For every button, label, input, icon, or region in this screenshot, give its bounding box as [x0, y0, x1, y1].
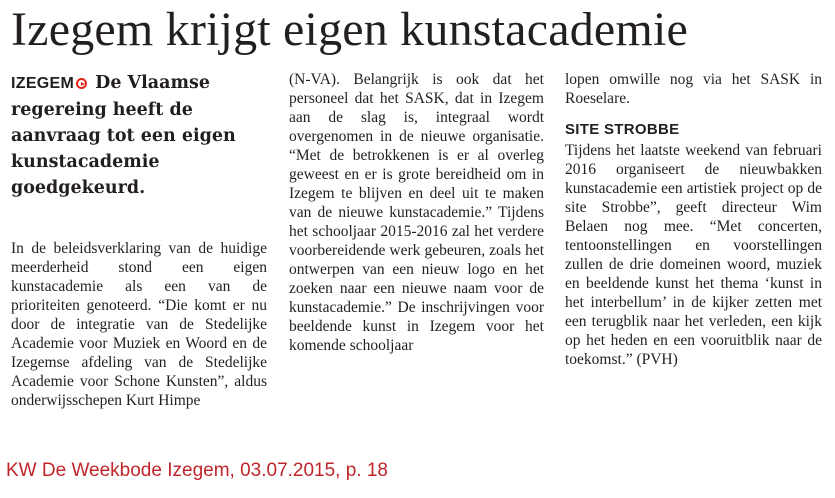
article-column-2 — [289, 70, 544, 355]
source-citation: KW De Weekbode Izegem, 03.07.2015, p. 18 — [6, 460, 388, 481]
article-column-3 — [565, 70, 822, 369]
dateline: IZEGEM — [11, 75, 75, 92]
article-body-col1: In de beleidsverklaring van de huidige meerderheid stond een eigen kunstacademie als een van de prioriteiten genoteerd. “Die komt er nu door de integratie van de Stedelijke Academie voor Muziek en Woord en de Izegemse afdeling van de Stedelijke Academie voor Schone Kunsten”, aldus onderwijsschepen Kurt Himpe — [11, 240, 267, 409]
article-body-col3: Tijdens het laatste weekend van februari 2016 organiseert de nieuwbakken kunstacademie een artistiek project op de site Strobbe”, geeft directeur Wim Belaen nog mee. “Met concerten, tentoonstellingen en voorstellingen zullen de drie domeinen woord, muziek en beeldende kunst het thema ‘kunst in het interbellum’ in de kijker zetten met een terugblik naar het verleden, een kijk op het heden en een vooruitblik naar de toekomst.” (PVH) — [565, 142, 822, 368]
article-body-col2: (N-VA). Belangrijk is ook dat het personeel dat het SASK, dat in Izegem aan de slag is, integraal wordt overgenomen in de nieuwe organisatie. “Met de betrokkenen is er al overleg geweest en er is grote bereidheid om in Izegem te blijven en deel uit te maken van de nieuwe kunstacademie.” Tijdens het schooljaar 2015-2016 zal het verdere voorbereidende werk gebeuren, zoals het ontwerpen van een nieuw logo en het zoeken naar een nieuwe naam voor de kunstacademie.” De inschrijvingen voor beeldende kunst in Izegem voor het komende schooljaar — [289, 71, 544, 354]
headline: Izegem krijgt eigen kunstacademie — [11, 3, 688, 56]
subheading: SITE STROBBE — [565, 121, 680, 138]
article-body-col3-top: lopen omwille nog via het SASK in Roeselare. — [565, 71, 822, 107]
article-lead — [11, 70, 267, 201]
article-column-1 — [11, 70, 267, 410]
arrow-circle-icon — [76, 78, 87, 89]
lead-text: De Vlaamse regereing heeft de aanvraag tot een eigen kunstacademie goedgekeurd. — [11, 73, 236, 198]
